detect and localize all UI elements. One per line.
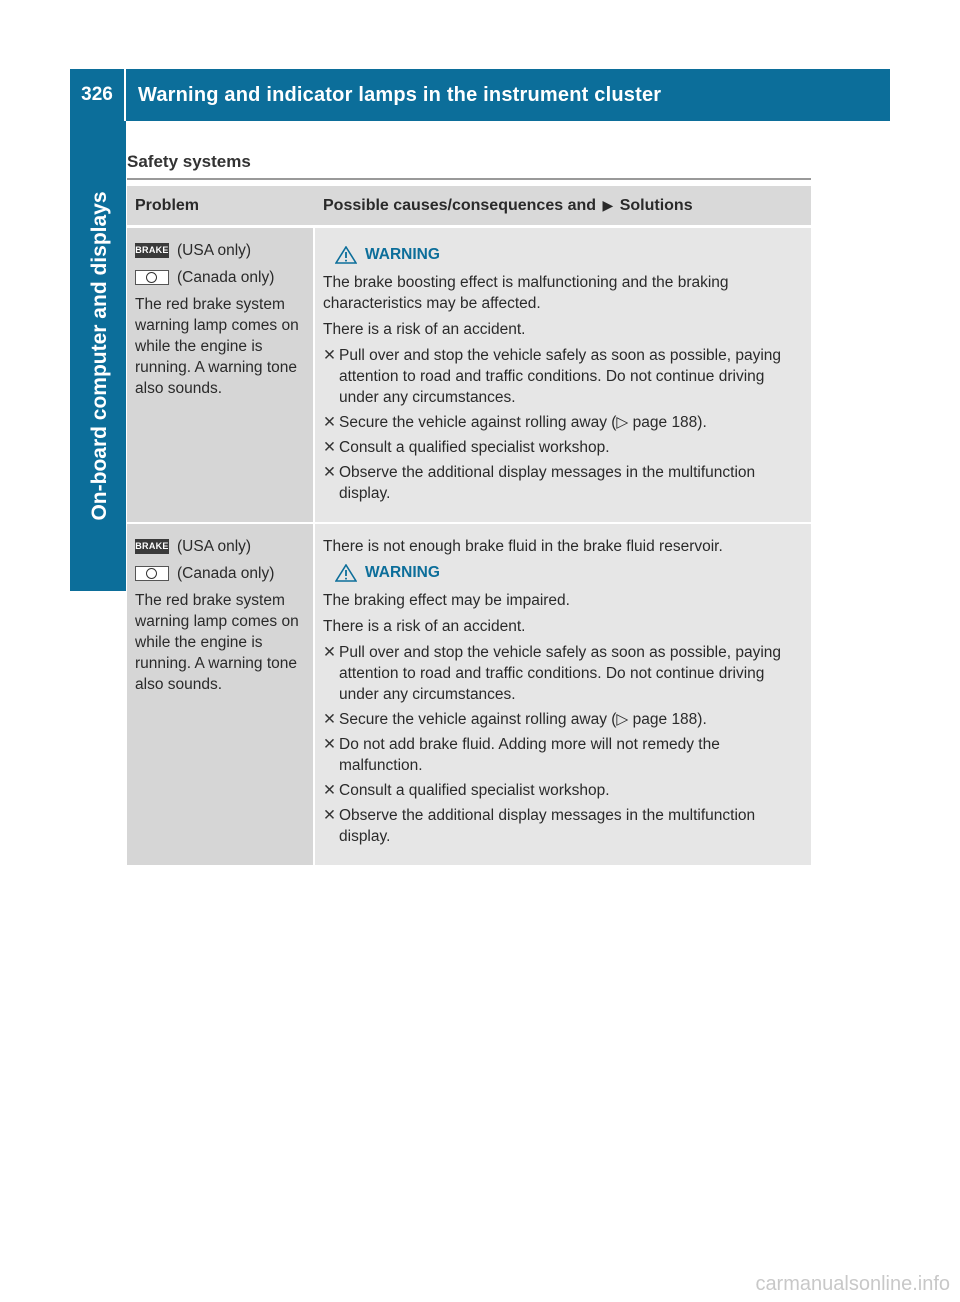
- table-row: [127, 228, 811, 522]
- solution-step-text: Consult a qualified specialist workshop.: [339, 782, 610, 799]
- risk-text: There is a risk of an accident.: [323, 618, 526, 635]
- solution-step-text: Secure the vehicle against rolling away (▷ page 188).: [339, 414, 707, 431]
- lamp-usa-label: (USA only): [177, 538, 252, 555]
- brake-lamp-icon: BRAKE: [135, 539, 169, 554]
- step-x-icon: ✕: [323, 414, 336, 431]
- table-header-row: [127, 186, 811, 228]
- lamp-canada-label: (Canada only): [177, 565, 275, 582]
- problem-description: The red brake system warning lamp comes on while the engine is running. A warning tone also sounds.: [135, 592, 299, 693]
- brake-lamp-icon: BRAKE: [135, 243, 169, 258]
- lamp-canada-line: [135, 267, 305, 288]
- solution-step-text: Pull over and stop the vehicle safely as soon as possible, paying attention to road and traffic conditions. Do not continue driving under any circumstances.: [339, 347, 782, 406]
- section-title: Safety systems: [127, 152, 811, 180]
- solution-step: [323, 345, 803, 408]
- column-header-solutions-suffix: Solutions: [619, 197, 693, 214]
- step-x-icon: ✕: [323, 439, 336, 456]
- warning-heading: [323, 562, 803, 583]
- lamp-canada-line: [135, 563, 305, 584]
- warning-heading: [323, 244, 803, 265]
- warning-text: The brake boosting effect is malfunctioning and the braking characteristics may be affected.: [323, 274, 729, 312]
- warning-label: WARNING: [365, 246, 440, 263]
- lamp-usa-line: [135, 240, 305, 261]
- side-tab-label: On-board computer and displays: [88, 191, 111, 521]
- page-header: [70, 69, 890, 121]
- step-x-icon: ✕: [323, 711, 336, 728]
- solution-step-text: Observe the additional display messages in the multifunction display.: [339, 464, 756, 502]
- step-x-icon: ✕: [323, 464, 336, 481]
- solution-step: [323, 462, 803, 504]
- cause-text: There is not enough brake fluid in the brake fluid reservoir.: [323, 538, 723, 555]
- solution-step-text: Do not add brake fluid. Adding more will not remedy the malfunction.: [339, 736, 720, 774]
- solution-step: [323, 709, 803, 730]
- step-x-icon: ✕: [323, 736, 336, 753]
- problem-cell: [127, 522, 315, 865]
- column-header-solutions-prefix: Possible causes/consequences and: [323, 197, 597, 214]
- problem-cell: [127, 228, 315, 522]
- table-row: [127, 522, 811, 865]
- lamp-usa-line: [135, 536, 305, 557]
- solution-cell: [315, 522, 811, 865]
- solution-step-text: Observe the additional display messages in the multifunction display.: [339, 807, 756, 845]
- warning-lamps-table: [127, 186, 811, 865]
- brake-circle-lamp-icon: [135, 566, 169, 581]
- solution-arrow-icon: ▶: [602, 197, 614, 213]
- column-header-problem: Problem: [127, 186, 315, 228]
- step-x-icon: ✕: [323, 644, 336, 661]
- risk-text: There is a risk of an accident.: [323, 321, 526, 338]
- problem-description: The red brake system warning lamp comes on while the engine is running. A warning tone also sounds.: [135, 296, 299, 397]
- solution-step: [323, 734, 803, 776]
- solution-cell: [315, 228, 811, 522]
- solution-step: [323, 437, 803, 458]
- solution-step: [323, 642, 803, 705]
- solution-step-text: Consult a qualified specialist workshop.: [339, 439, 610, 456]
- warning-label: WARNING: [365, 564, 440, 581]
- page-number: 326: [70, 69, 126, 121]
- brake-circle-lamp-icon: [135, 270, 169, 285]
- lamp-usa-label: (USA only): [177, 242, 252, 259]
- solution-step: [323, 805, 803, 847]
- step-x-icon: ✕: [323, 782, 336, 799]
- lamp-canada-label: (Canada only): [177, 269, 275, 286]
- chapter-title: Warning and indicator lamps in the instrument cluster: [138, 83, 662, 106]
- column-header-solutions: [315, 186, 811, 228]
- solution-step-text: Secure the vehicle against rolling away (▷ page 188).: [339, 711, 707, 728]
- watermark: carmanualsonline.info: [755, 1273, 950, 1295]
- solution-step: [323, 780, 803, 801]
- solution-step: [323, 412, 803, 433]
- solution-step-text: Pull over and stop the vehicle safely as soon as possible, paying attention to road and traffic conditions. Do not continue driving under any circumstances.: [339, 644, 782, 703]
- warning-triangle-icon: [335, 564, 357, 582]
- step-x-icon: ✕: [323, 807, 336, 824]
- warning-triangle-icon: [335, 246, 357, 264]
- side-tab-end: [70, 538, 110, 584]
- step-x-icon: ✕: [323, 347, 336, 364]
- warning-text: The braking effect may be impaired.: [323, 592, 570, 609]
